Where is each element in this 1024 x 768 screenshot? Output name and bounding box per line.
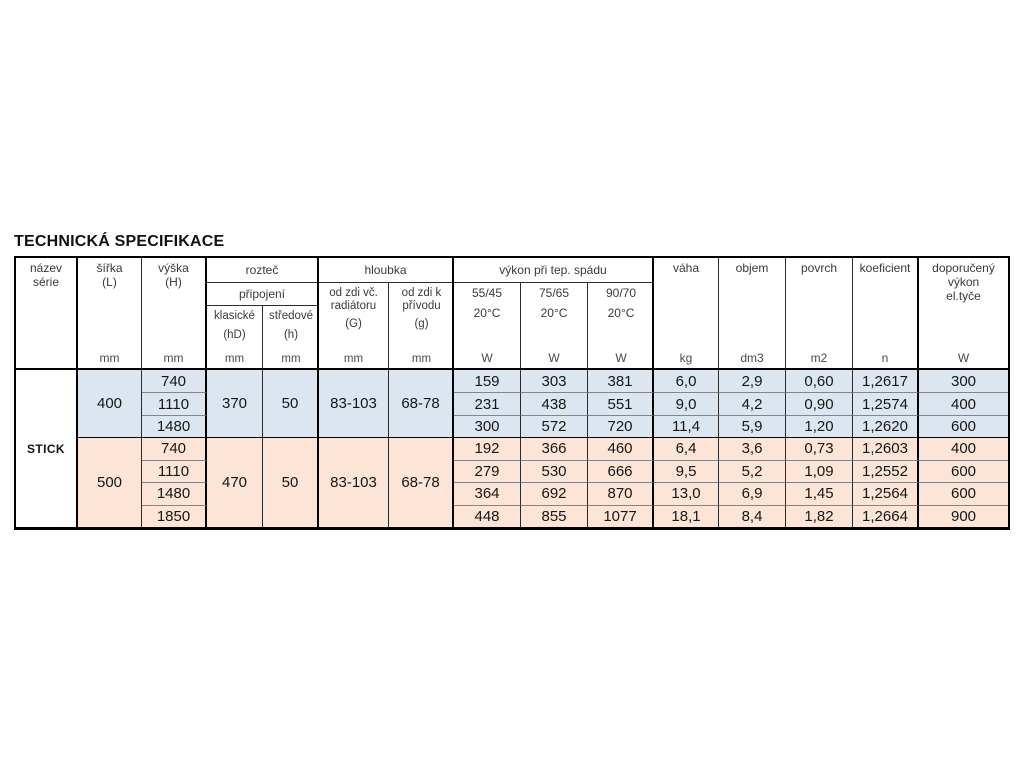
vaha-cell: 18,1 bbox=[654, 505, 719, 527]
power-cell: 300 bbox=[454, 415, 521, 437]
header-vyska bbox=[142, 258, 207, 368]
group-title: výkon při tep. spádu bbox=[454, 258, 652, 283]
header-label: váha bbox=[672, 261, 700, 275]
header-vykon-7565 bbox=[521, 283, 588, 368]
header-label: 75/65 bbox=[538, 286, 570, 300]
group-title: hloubka bbox=[319, 258, 452, 283]
povrch-cell: 0,90 bbox=[786, 392, 853, 414]
header-sublabel: (h) bbox=[283, 329, 299, 341]
koeficient-cell: 1,2603 bbox=[853, 437, 919, 459]
header-label: středové bbox=[268, 310, 314, 322]
header-unit: W bbox=[615, 351, 627, 365]
header-unit: W bbox=[548, 351, 560, 365]
header-label: doporučený bbox=[932, 261, 995, 275]
header-unit: m2 bbox=[810, 351, 828, 365]
header-klasicke bbox=[207, 306, 263, 368]
header-label: koeficient bbox=[859, 261, 911, 275]
vaha-cell: 9,5 bbox=[654, 460, 719, 482]
povrch-cell: 1,09 bbox=[786, 460, 853, 482]
objem-cell: 3,6 bbox=[719, 437, 786, 459]
vyska-cell: 1480 bbox=[142, 415, 207, 437]
header-label: el.tyče bbox=[946, 289, 981, 303]
header-sublabel: (H) bbox=[165, 275, 182, 289]
header-unit: mm bbox=[163, 351, 184, 365]
doporuceny-cell: 400 bbox=[919, 437, 1008, 459]
power-cell: 720 bbox=[588, 415, 654, 437]
group-subtitle: připojení bbox=[207, 283, 317, 306]
vyska-cell: 1480 bbox=[142, 482, 207, 504]
table-body bbox=[16, 370, 1008, 527]
koeficient-cell: 1,2552 bbox=[853, 460, 919, 482]
power-cell: 855 bbox=[521, 505, 588, 527]
header-label: výkon bbox=[947, 275, 980, 289]
power-cell: 692 bbox=[521, 482, 588, 504]
header-label: od zdi k bbox=[401, 287, 442, 299]
power-cell: 666 bbox=[588, 460, 654, 482]
header-label: klasické bbox=[214, 310, 255, 322]
power-cell: 303 bbox=[521, 370, 588, 392]
power-cell: 460 bbox=[588, 437, 654, 459]
header-od-zdi-radiator bbox=[319, 283, 389, 368]
power-cell: 231 bbox=[454, 392, 521, 414]
power-cell: 572 bbox=[521, 415, 588, 437]
hloubka-radiator-cell: 83-103 bbox=[319, 370, 389, 437]
doporuceny-cell: 400 bbox=[919, 392, 1008, 414]
header-group-hloubka bbox=[319, 258, 454, 368]
header-group-roztec bbox=[207, 258, 319, 368]
power-cell: 1077 bbox=[588, 505, 654, 527]
header-od-zdi-privod bbox=[389, 283, 454, 368]
stredove-cell: 50 bbox=[263, 437, 319, 527]
power-cell: 279 bbox=[454, 460, 521, 482]
power-cell: 366 bbox=[521, 437, 588, 459]
header-unit: dm3 bbox=[740, 351, 764, 365]
group-title: rozteč bbox=[207, 258, 317, 283]
koeficient-cell: 1,2620 bbox=[853, 415, 919, 437]
series-name-cell: STICK bbox=[16, 370, 78, 527]
power-cell: 192 bbox=[454, 437, 521, 459]
klasicke-cell: 470 bbox=[207, 437, 263, 527]
vaha-cell: 13,0 bbox=[654, 482, 719, 504]
koeficient-cell: 1,2617 bbox=[853, 370, 919, 392]
vyska-cell: 1110 bbox=[142, 392, 207, 414]
doporuceny-cell: 300 bbox=[919, 370, 1008, 392]
spec-table bbox=[14, 256, 1010, 530]
power-cell: 159 bbox=[454, 370, 521, 392]
header-nazev-serie bbox=[16, 258, 78, 368]
header-unit: mm bbox=[411, 353, 432, 365]
width-cell: 400 bbox=[78, 370, 142, 437]
vyska-cell: 740 bbox=[142, 437, 207, 459]
header-koeficient bbox=[853, 258, 919, 368]
objem-cell: 6,9 bbox=[719, 482, 786, 504]
header-vaha bbox=[654, 258, 719, 368]
doporuceny-cell: 600 bbox=[919, 415, 1008, 437]
doporuceny-cell: 600 bbox=[919, 460, 1008, 482]
header-vykon-9070 bbox=[588, 283, 654, 368]
objem-cell: 8,4 bbox=[719, 505, 786, 527]
header-label: objem bbox=[735, 261, 769, 275]
header-stredove bbox=[263, 306, 319, 368]
koeficient-cell: 1,2664 bbox=[853, 505, 919, 527]
width-cell: 500 bbox=[78, 437, 142, 527]
objem-cell: 2,9 bbox=[719, 370, 786, 392]
header-label: výška bbox=[158, 261, 189, 275]
header-label: od zdi vč. bbox=[329, 287, 378, 299]
header-label: 90/70 bbox=[605, 286, 637, 300]
power-cell: 530 bbox=[521, 460, 588, 482]
povrch-cell: 1,82 bbox=[786, 505, 853, 527]
vyska-cell: 1850 bbox=[142, 505, 207, 527]
vaha-cell: 6,4 bbox=[654, 437, 719, 459]
header-unit: kg bbox=[679, 351, 693, 365]
power-cell: 438 bbox=[521, 392, 588, 414]
header-doporuceny bbox=[919, 258, 1008, 368]
povrch-cell: 1,20 bbox=[786, 415, 853, 437]
povrch-cell: 0,60 bbox=[786, 370, 853, 392]
koeficient-cell: 1,2564 bbox=[853, 482, 919, 504]
header-sublabel: 20°C bbox=[473, 306, 501, 320]
objem-cell: 5,2 bbox=[719, 460, 786, 482]
povrch-cell: 0,73 bbox=[786, 437, 853, 459]
header-sublabel: 20°C bbox=[540, 306, 568, 320]
koeficient-cell: 1,2574 bbox=[853, 392, 919, 414]
header-unit: mm bbox=[224, 353, 245, 365]
header-label: 55/45 bbox=[471, 286, 503, 300]
header-unit: mm bbox=[343, 353, 364, 365]
header-sublabel: (L) bbox=[102, 275, 117, 289]
power-cell: 364 bbox=[454, 482, 521, 504]
vaha-cell: 11,4 bbox=[654, 415, 719, 437]
hloubka-radiator-cell: 83-103 bbox=[319, 437, 389, 527]
header-sublabel: 20°C bbox=[607, 306, 635, 320]
header-label: šířka bbox=[96, 261, 123, 275]
header-label: přívodu bbox=[402, 300, 441, 312]
hloubka-privod-cell: 68-78 bbox=[389, 437, 454, 527]
power-cell: 448 bbox=[454, 505, 521, 527]
table-header bbox=[16, 258, 1008, 370]
objem-cell: 5,9 bbox=[719, 415, 786, 437]
power-cell: 551 bbox=[588, 392, 654, 414]
header-sublabel: (hD) bbox=[223, 329, 246, 341]
header-label: série bbox=[32, 275, 59, 289]
vyska-cell: 740 bbox=[142, 370, 207, 392]
header-objem bbox=[719, 258, 786, 368]
header-sublabel: (g) bbox=[414, 318, 429, 330]
header-label: název bbox=[29, 261, 63, 275]
vaha-cell: 6,0 bbox=[654, 370, 719, 392]
header-sirka bbox=[78, 258, 142, 368]
doporuceny-cell: 600 bbox=[919, 482, 1008, 504]
page-title: TECHNICKÁ SPECIFIKACE bbox=[14, 233, 225, 250]
power-cell: 381 bbox=[588, 370, 654, 392]
header-povrch bbox=[786, 258, 853, 368]
doporuceny-cell: 900 bbox=[919, 505, 1008, 527]
power-cell: 870 bbox=[588, 482, 654, 504]
header-label: povrch bbox=[800, 261, 838, 275]
vaha-cell: 9,0 bbox=[654, 392, 719, 414]
header-vykon-5545 bbox=[454, 283, 521, 368]
header-unit: mm bbox=[281, 353, 301, 365]
header-label: radiátoru bbox=[330, 300, 377, 312]
hloubka-privod-cell: 68-78 bbox=[389, 370, 454, 437]
header-unit: mm bbox=[99, 351, 120, 365]
povrch-cell: 1,45 bbox=[786, 482, 853, 504]
header-unit: n bbox=[881, 351, 889, 365]
header-unit: W bbox=[481, 351, 493, 365]
stredove-cell: 50 bbox=[263, 370, 319, 437]
klasicke-cell: 370 bbox=[207, 370, 263, 437]
header-sublabel: (G) bbox=[345, 318, 362, 330]
objem-cell: 4,2 bbox=[719, 392, 786, 414]
header-group-vykon bbox=[454, 258, 654, 368]
vyska-cell: 1110 bbox=[142, 460, 207, 482]
header-unit: W bbox=[957, 351, 970, 365]
